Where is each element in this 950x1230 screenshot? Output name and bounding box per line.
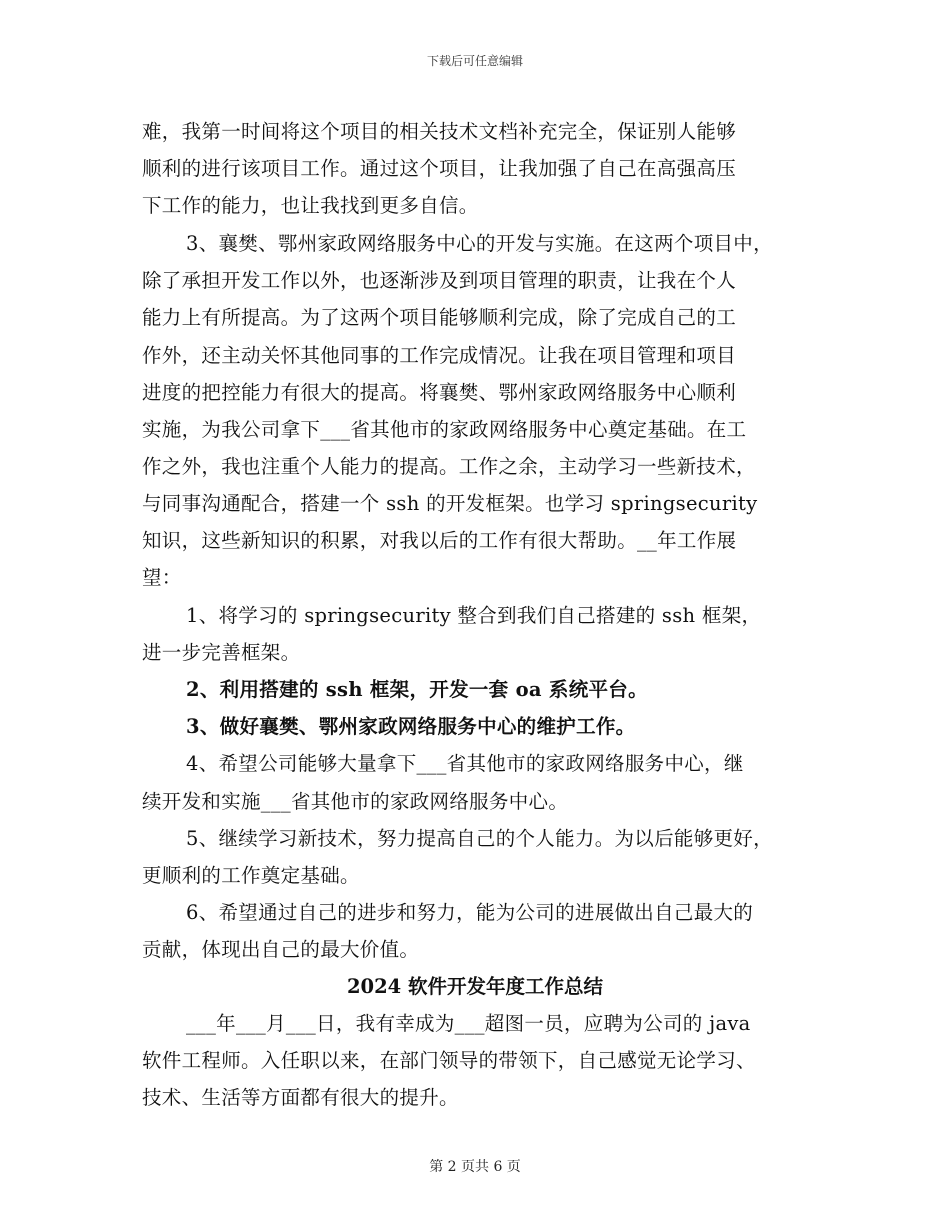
text-line: 望： — [142, 566, 182, 589]
text-line: 除了承担开发工作以外，也逐渐涉及到项目管理的职责，让我在个人 — [142, 269, 737, 292]
text-line: ___年___月___日，我有幸成为___超图一员，应聘为公司的 java — [186, 1012, 751, 1035]
text-line: 进度的把控能力有很大的提高。将襄樊、鄂州家政网络服务中心顺利 — [142, 381, 737, 404]
section-title: 2024 软件开发年度工作总结 — [346, 975, 604, 998]
text-line: 作之外，我也注重个人能力的提高。工作之余，主动学习一些新技术， — [142, 455, 756, 478]
text-line: 作外，还主动关怀其他同事的工作完成情况。让我在项目管理和项目 — [142, 344, 737, 367]
text-line: 5、继续学习新技术，努力提高自己的个人能力。为以后能够更好， — [186, 827, 773, 850]
text-line: 4、希望公司能够大量拿下___省其他市的家政网络服务中心，继 — [186, 752, 744, 775]
text-line-bold: 3、做好襄樊、鄂州家政网络服务中心的维护工作。 — [186, 715, 636, 738]
text-line: 技术、生活等方面都有很大的提升。 — [142, 1086, 459, 1109]
text-line: 实施，为我公司拿下___省其他市的家政网络服务中心奠定基础。在工 — [142, 418, 747, 441]
text-line: 软件工程师。入任职以来，在部门领导的带领下，自己感觉无论学习、 — [142, 1049, 756, 1072]
text-line: 3、襄樊、鄂州家政网络服务中心的开发与实施。在这两个项目中， — [186, 232, 773, 255]
text-line: 难，我第一时间将这个项目的相关技术文档补充完全，保证别人能够 — [142, 120, 737, 143]
text-line: 与同事沟通配合，搭建一个 ssh 的开发框架。也学习 springsecurity — [142, 492, 758, 515]
text-line: 更顺利的工作奠定基础。 — [142, 864, 360, 887]
text-line: 能力上有所提高。为了这两个项目能够顺利完成，除了完成自己的工 — [142, 306, 737, 329]
text-line: 知识，这些新知识的积累，对我以后的工作有很大帮助。__年工作展 — [142, 529, 737, 552]
text-line-bold: 2、利用搭建的 ssh 框架，开发一套 oa 系统平台。 — [186, 678, 648, 701]
page-footer: 第 2 页共 6 页 — [429, 1159, 521, 1175]
text-line: 续开发和实施___省其他市的家政网络服务中心。 — [142, 790, 569, 813]
text-line: 贡献，体现出自己的最大价值。 — [142, 938, 420, 961]
text-line: 顺利的进行该项目工作。通过这个项目，让我加强了自己在高强高压 — [142, 157, 737, 180]
page-header: 下载后可任意编辑 — [426, 54, 523, 68]
text-line: 下工作的能力，也让我找到更多自信。 — [142, 194, 479, 217]
text-line: 6、希望通过自己的进步和努力，能为公司的进展做出自己最大的 — [186, 901, 754, 924]
text-line: 1、将学习的 springsecurity 整合到我们自己搭建的 ssh 框架， — [186, 604, 762, 627]
text-line: 进一步完善框架。 — [142, 641, 301, 664]
